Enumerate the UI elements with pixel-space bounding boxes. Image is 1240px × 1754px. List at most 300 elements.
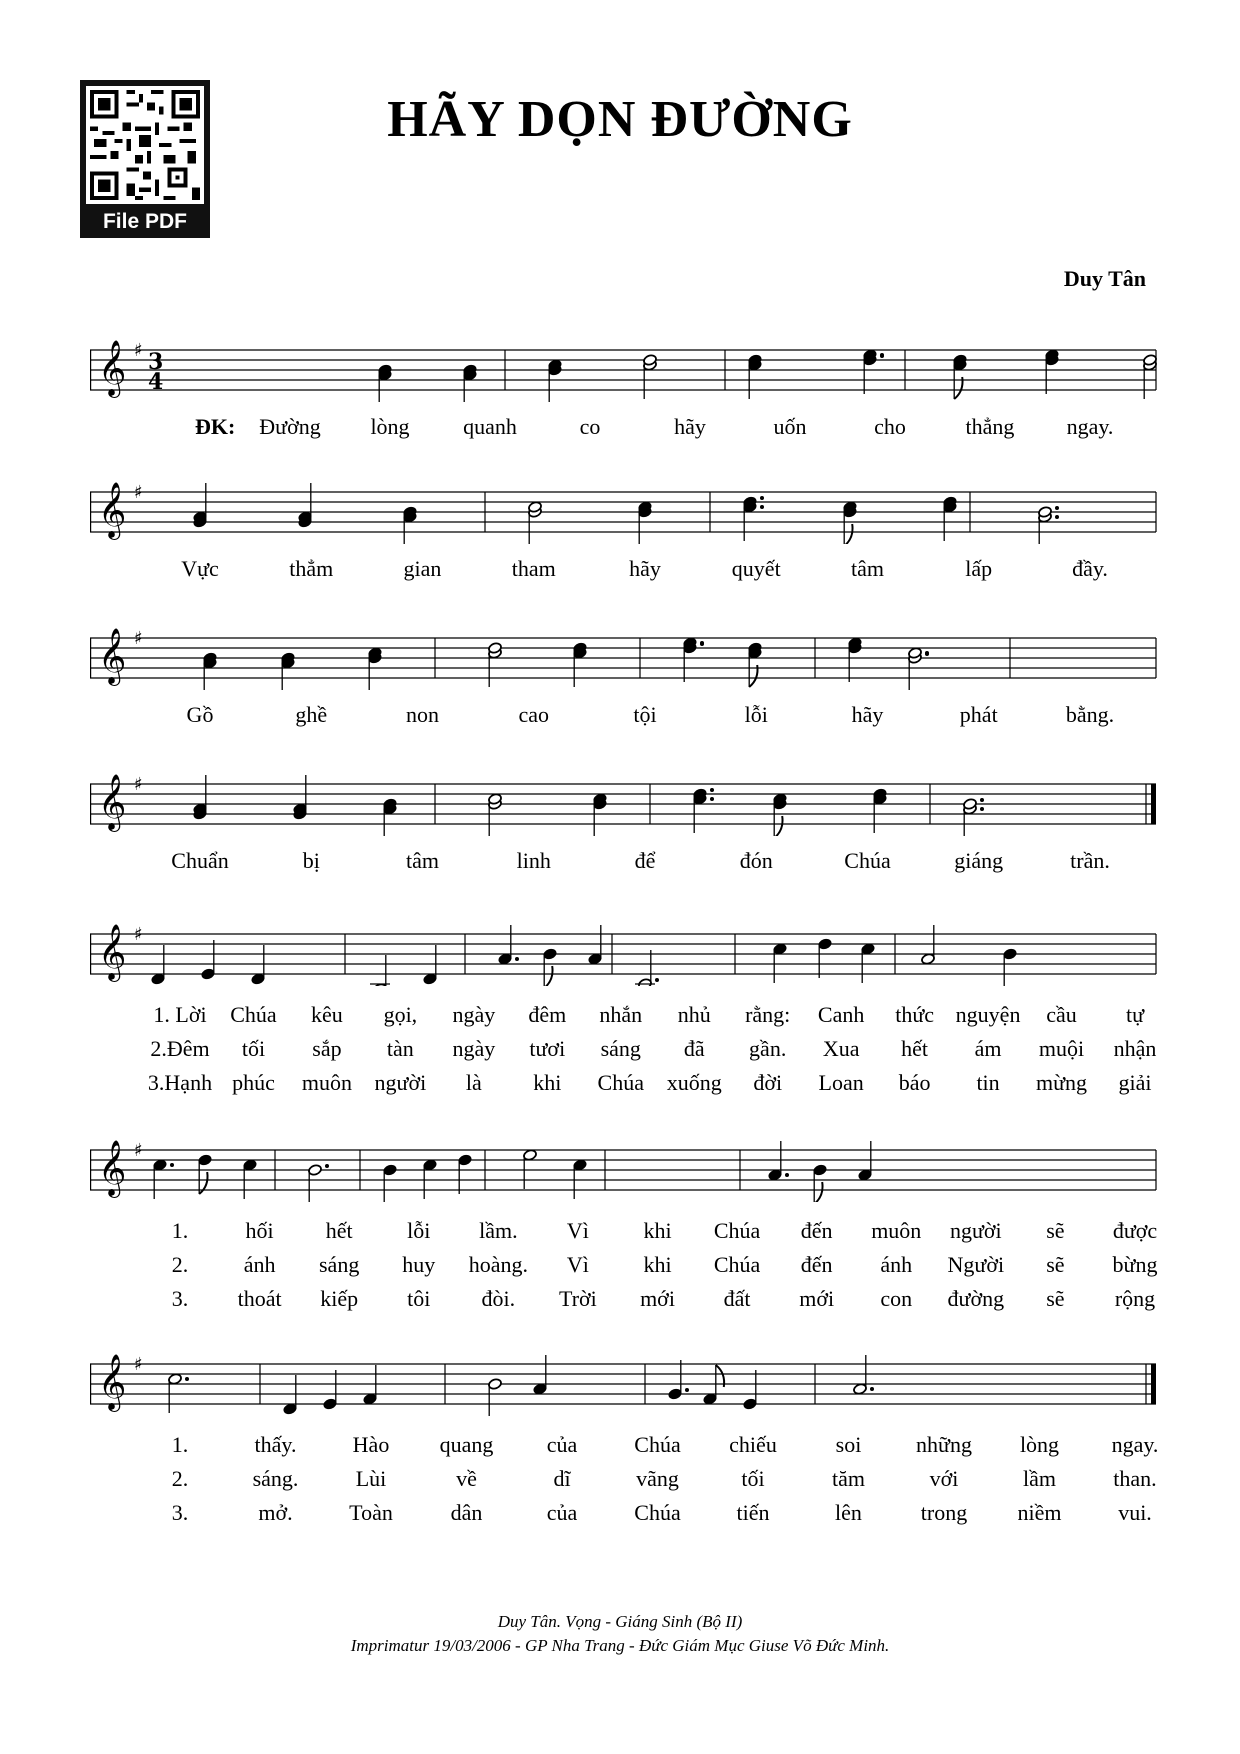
lyric-word: cho (874, 414, 906, 439)
notehead (151, 973, 166, 986)
lyric-word: soi (835, 1432, 862, 1457)
lyric-word: rằng: (745, 1002, 791, 1027)
lyric-word: của (546, 1500, 578, 1525)
lyric-word: Xua (822, 1036, 860, 1061)
lyric-word: ngày (452, 1036, 496, 1061)
note (423, 1159, 438, 1199)
lyric-word: muôn (871, 1218, 922, 1243)
flag (774, 816, 782, 836)
notehead (853, 1383, 868, 1396)
treble-clef-icon: 𝄞 (98, 774, 127, 830)
lyric-word: hãy (629, 556, 661, 581)
note (298, 483, 313, 528)
note (683, 637, 704, 682)
lyric-word: đón (739, 848, 773, 873)
lyric-word: 2. (171, 1252, 189, 1277)
note (858, 1141, 873, 1181)
note (323, 1370, 338, 1410)
lyric-word: tối (241, 1036, 266, 1061)
dot (170, 1163, 174, 1167)
note (743, 1370, 758, 1410)
lyric-word: Đường (259, 414, 321, 439)
note (813, 1164, 828, 1202)
lyric-word: hãy (674, 414, 706, 439)
key-signature-sharp: ♯ (134, 1354, 143, 1375)
note (363, 1365, 378, 1405)
lyric-word: sáng (318, 1252, 360, 1277)
lyric-word: ngày (452, 1002, 496, 1027)
lyric-word: lên (835, 1500, 862, 1525)
note (573, 1159, 588, 1199)
lyric-word: Người (947, 1252, 1005, 1277)
dot (1055, 515, 1059, 519)
staff (90, 1122, 1160, 1202)
lyric-word: hết (901, 1036, 929, 1061)
lyric-word: tội (633, 702, 657, 727)
lyric-word: sẽ (1046, 1286, 1065, 1311)
note (748, 354, 763, 399)
notehead (861, 943, 876, 956)
note (463, 364, 478, 402)
lyric-word: phát (959, 702, 998, 727)
note (168, 1373, 189, 1413)
lyric-word: xuống (666, 1070, 722, 1095)
lyric-word: trần. (1070, 848, 1110, 873)
note (588, 925, 603, 965)
notehead (251, 973, 266, 986)
lyric-word: lỗi (744, 702, 768, 727)
lyric-word: muôn (301, 1070, 352, 1095)
lyric-word: đêm (528, 1002, 567, 1027)
lyric-word: Canh (817, 1002, 865, 1027)
note (773, 943, 788, 983)
lyric-word: Toàn (349, 1500, 393, 1525)
lyric-word: Chúa (634, 1500, 681, 1525)
lyric-word: con (880, 1286, 913, 1311)
lyric-word: đất (723, 1286, 751, 1311)
notehead (668, 1388, 683, 1401)
lyric-word: lòng (1019, 1432, 1060, 1457)
lyric-word: Hào (352, 1432, 390, 1457)
lyric-word: Vì (566, 1252, 589, 1277)
lyric-word: là (465, 1070, 482, 1095)
lyric-word: muội (1038, 1036, 1085, 1061)
lyric-word: ngay. (1111, 1432, 1159, 1457)
lyric-word: đến (800, 1218, 833, 1243)
lyric-word: khi (533, 1070, 562, 1095)
refrain-system-2 (90, 464, 1160, 584)
lyric-word: phúc (232, 1070, 275, 1095)
lyric-word: Chúa (844, 848, 891, 873)
footer-imprimatur: Imprimatur 19/03/2006 - GP Nha Trang - Đức Giám Mục Giuse Võ Đức Minh. (350, 1636, 890, 1655)
lyric-word: chiếu (729, 1432, 777, 1457)
lyric-word: Chúa (634, 1432, 681, 1457)
lyric-word: người (374, 1070, 427, 1095)
lyric-word: Trời (559, 1286, 597, 1311)
note (1045, 349, 1060, 394)
note (383, 1164, 398, 1202)
final-barline-thick (1151, 1364, 1156, 1404)
notehead (423, 1159, 438, 1172)
verse-system-1 (90, 906, 1160, 1096)
composer: Duy Tân (1063, 266, 1146, 291)
treble-clef-icon: 𝄞 (98, 482, 127, 538)
staff (90, 322, 1160, 402)
lyric-word: 1. (171, 1218, 189, 1243)
notehead (523, 1149, 538, 1162)
notehead (1003, 948, 1018, 961)
lyric-word: khi (643, 1218, 672, 1243)
dot (655, 978, 659, 982)
notehead (818, 938, 833, 951)
notehead (168, 1373, 183, 1386)
lyric-word: lòng (370, 414, 410, 439)
note (193, 775, 208, 820)
note (281, 652, 296, 690)
lyric-word: 2.Đêm (150, 1036, 210, 1061)
lyric-word: 1. (171, 1432, 189, 1457)
note (873, 788, 888, 833)
time-signature-bottom: 4 (148, 369, 164, 395)
note (198, 1154, 213, 1194)
lyric-word: giáng (954, 848, 1004, 873)
lyric-word: ám (974, 1036, 1002, 1061)
verse-system-2 (90, 1122, 1160, 1312)
note (768, 1141, 789, 1181)
notehead (308, 1164, 323, 1177)
note (635, 950, 659, 986)
lyric-word: gian (403, 556, 442, 581)
note (1143, 354, 1160, 399)
lyric-word: lầm (1023, 1466, 1056, 1491)
note (488, 642, 503, 687)
lyric-word: đường (947, 1286, 1005, 1311)
lyric-word: hoàng. (468, 1252, 528, 1277)
notehead (283, 1403, 298, 1416)
flag (544, 966, 552, 986)
lyric-word: lấp (965, 556, 993, 581)
lyric-word: cao (518, 702, 550, 727)
lyric-word: ánh (880, 1252, 913, 1277)
staff (90, 1336, 1160, 1416)
note (370, 955, 390, 986)
dot (870, 1387, 874, 1391)
lyric-word: Chúa (713, 1218, 761, 1243)
refrain-system-3 (90, 610, 1160, 730)
lyric-word: bị (302, 848, 320, 873)
notehead (588, 953, 603, 966)
lyric-word: về (456, 1466, 477, 1491)
dot (710, 797, 714, 801)
note (193, 483, 208, 528)
lyric-word: tàn (386, 1036, 414, 1061)
lyric-word: dĩ (553, 1466, 571, 1491)
dot (710, 788, 714, 792)
note (748, 642, 763, 687)
lyric-word: mới (799, 1286, 835, 1311)
lyric-word: than. (1113, 1466, 1157, 1491)
lyric-word: 3. (171, 1286, 189, 1311)
lyric-word: gần. (749, 1036, 787, 1061)
lyric-word: sáng (600, 1036, 641, 1061)
lyric-word: sáng. (252, 1466, 299, 1491)
key-signature-sharp: ♯ (134, 1140, 143, 1161)
lyric-word: ghề (295, 702, 328, 727)
lyric-word: quanh (463, 414, 517, 439)
lyric-word: uốn (773, 414, 807, 439)
notehead (543, 948, 558, 961)
lyric-word: của (546, 1432, 578, 1457)
notehead (323, 1398, 338, 1411)
lyric-word: tâm (851, 556, 884, 581)
dot (760, 496, 764, 500)
lyric-word: co (579, 414, 601, 439)
notehead (498, 953, 513, 966)
lyric-word: linh (516, 848, 551, 873)
lyric-word: để (634, 848, 656, 873)
lyric-word: khi (643, 1252, 672, 1277)
lyric-word: tin (976, 1070, 1000, 1095)
lyric-word: hãy (851, 702, 884, 727)
notehead (638, 978, 653, 986)
notehead (743, 1398, 758, 1411)
notehead (573, 1159, 588, 1172)
lyric-word: người (949, 1218, 1002, 1243)
note (498, 925, 519, 965)
note (458, 1154, 473, 1194)
notehead (243, 1159, 258, 1172)
staff (90, 610, 1160, 690)
lyric-word: sắp (312, 1036, 342, 1061)
note (573, 642, 588, 687)
note (293, 775, 308, 820)
notehead (813, 1164, 828, 1177)
lyric-word: niềm (1017, 1500, 1062, 1525)
note (383, 798, 398, 836)
lyric-word: huy (402, 1252, 436, 1277)
note (703, 1365, 724, 1405)
flag (844, 524, 852, 544)
notehead (533, 1383, 548, 1396)
lyric-word: 2. (171, 1466, 189, 1491)
lyric-word: tâm (406, 848, 439, 873)
lyric-word: 1. Lời (153, 1002, 207, 1027)
lyric-word: Lùi (355, 1466, 387, 1491)
refrain-system-1 (90, 322, 1160, 442)
lyric-word: nhắn (599, 1002, 643, 1027)
refrain-label: ĐK: (195, 414, 236, 439)
lyric-word: đến (800, 1252, 833, 1277)
refrain-system-4 (90, 756, 1160, 876)
lyric-word: Chúa (597, 1070, 644, 1095)
note (533, 1355, 548, 1395)
lyric-word: thẳng (965, 414, 1015, 439)
lyric-word: tối (741, 1466, 765, 1491)
lyric-word: sẽ (1046, 1218, 1065, 1243)
lyric-word: đầy. (1072, 556, 1108, 581)
lyric-word: kiếp (320, 1286, 359, 1311)
lyric-word: tăm (832, 1466, 865, 1491)
key-signature-sharp: ♯ (134, 774, 143, 795)
note (943, 496, 958, 541)
lyric-word: Vực (181, 556, 219, 581)
lyric-word: sẽ (1046, 1252, 1065, 1277)
lyric-word: quyết (731, 556, 781, 581)
staff (90, 906, 1160, 986)
lyric-word: hối (245, 1218, 274, 1243)
lyric-word: quang (439, 1432, 494, 1457)
dot (185, 1377, 189, 1381)
lyric-word: giải (1118, 1070, 1152, 1095)
note (423, 945, 438, 985)
song-title: HÃY DỌN ĐƯỜNG (387, 91, 853, 148)
qr-label: File PDF (102, 210, 187, 233)
note (523, 1149, 538, 1189)
lyric-word: Vì (566, 1218, 589, 1243)
treble-clef-icon: 𝄞 (98, 924, 127, 980)
lyric-word: mới (640, 1286, 675, 1311)
note (203, 652, 218, 690)
notehead (423, 973, 438, 986)
notehead (153, 1159, 168, 1172)
note (201, 940, 216, 980)
note (283, 1375, 298, 1415)
lyric-word: lỗi (407, 1218, 431, 1243)
lyric-word: Chúa (230, 1002, 277, 1027)
note (403, 506, 418, 544)
lyric-word: đã (683, 1036, 705, 1061)
lyric-word: thấy. (254, 1432, 297, 1457)
lyric-word: tham (511, 556, 556, 581)
lyric-word: bằng. (1065, 702, 1115, 727)
note (863, 349, 884, 394)
lyric-word: vui. (1118, 1500, 1152, 1525)
note (153, 1159, 174, 1199)
lyric-word: tươi (529, 1036, 566, 1061)
note (1003, 948, 1018, 986)
dot (325, 1164, 329, 1168)
note (378, 364, 393, 402)
notehead (921, 953, 936, 966)
treble-clef-icon: 𝄞 (98, 340, 127, 396)
lyric-word: thoát (237, 1286, 282, 1311)
notehead (773, 943, 788, 956)
lyric-word: hết (325, 1218, 353, 1243)
notehead (363, 1393, 378, 1406)
lyric-word: tôi (407, 1286, 431, 1311)
lyric-word: với (929, 1466, 959, 1491)
notehead (488, 1378, 503, 1391)
note (251, 945, 266, 985)
note (848, 637, 863, 682)
lyric-word: nhận (1113, 1036, 1157, 1061)
dot (515, 957, 519, 961)
lyric-word: Loan (818, 1070, 864, 1095)
notehead (201, 968, 216, 981)
note (818, 938, 833, 978)
lyric-word: kêu (311, 1002, 343, 1027)
flag (199, 1172, 207, 1194)
dot (700, 641, 704, 645)
notehead (458, 1154, 473, 1167)
note (853, 1355, 874, 1395)
dot (685, 1388, 689, 1392)
lyric-word: cầu (1046, 1002, 1077, 1027)
lyric-word: trong (920, 1500, 968, 1525)
lyric-word: thẳm (289, 556, 334, 581)
lyric-word: Chúa (713, 1252, 761, 1277)
notehead (858, 1169, 873, 1182)
lyric-word: tự (1125, 1002, 1145, 1027)
treble-clef-icon: 𝄞 (98, 628, 127, 684)
lyric-word: Gồ (186, 702, 214, 727)
lyric-word: được (1112, 1218, 1158, 1243)
time-signature-top: 3 (148, 349, 164, 375)
note (243, 1159, 258, 1199)
notehead (383, 1164, 398, 1177)
lyric-word: lầm. (479, 1218, 518, 1243)
note (953, 354, 968, 399)
key-signature-sharp: ♯ (134, 340, 143, 361)
lyric-word: rộng (1114, 1286, 1156, 1311)
lyric-word: 3. (171, 1500, 189, 1525)
lyric-word: ngay. (1066, 414, 1114, 439)
note (643, 354, 658, 399)
lyric-word: đòi. (481, 1286, 516, 1311)
dot (760, 505, 764, 509)
dot (980, 807, 984, 811)
staff (90, 464, 1160, 544)
lyric-word: tiến (736, 1500, 770, 1525)
flag (814, 1182, 822, 1202)
note (921, 925, 936, 965)
lyric-word: vãng (636, 1466, 679, 1491)
footer-source: Duy Tân. Vọng - Giáng Sinh (Bộ II) (497, 1612, 743, 1631)
dot (880, 353, 884, 357)
key-signature-sharp: ♯ (134, 924, 143, 945)
key-signature-sharp: ♯ (134, 628, 143, 649)
lyric-word: mừng (1036, 1070, 1088, 1095)
notehead (768, 1169, 783, 1182)
note (151, 945, 166, 985)
lyric-word: báo (898, 1070, 931, 1095)
lyric-word: ánh (243, 1252, 276, 1277)
lyric-word: gọi, (383, 1002, 418, 1027)
verse-system-3 (90, 1336, 1160, 1526)
dot (980, 798, 984, 802)
lyric-word: nguyện (955, 1002, 1021, 1027)
notehead (198, 1154, 213, 1167)
lyric-word: dân (450, 1500, 483, 1525)
treble-clef-icon: 𝄞 (98, 1354, 127, 1410)
final-barline-thick (1151, 784, 1156, 824)
lyric-word: bừng (1112, 1252, 1158, 1277)
lyric-word: Chuẩn (171, 848, 229, 873)
note (543, 948, 558, 986)
key-signature-sharp: ♯ (134, 482, 143, 503)
note (488, 1378, 503, 1416)
staff (90, 756, 1160, 836)
dot (1055, 506, 1059, 510)
notehead (703, 1393, 718, 1406)
dot (925, 651, 929, 655)
lyric-word: mở. (258, 1500, 293, 1525)
treble-clef-icon: 𝄞 (98, 1140, 127, 1196)
note (861, 943, 876, 983)
lyric-word: non (406, 702, 439, 727)
lyric-word: 3.Hạnh (147, 1070, 213, 1095)
lyric-word: những (916, 1432, 972, 1457)
